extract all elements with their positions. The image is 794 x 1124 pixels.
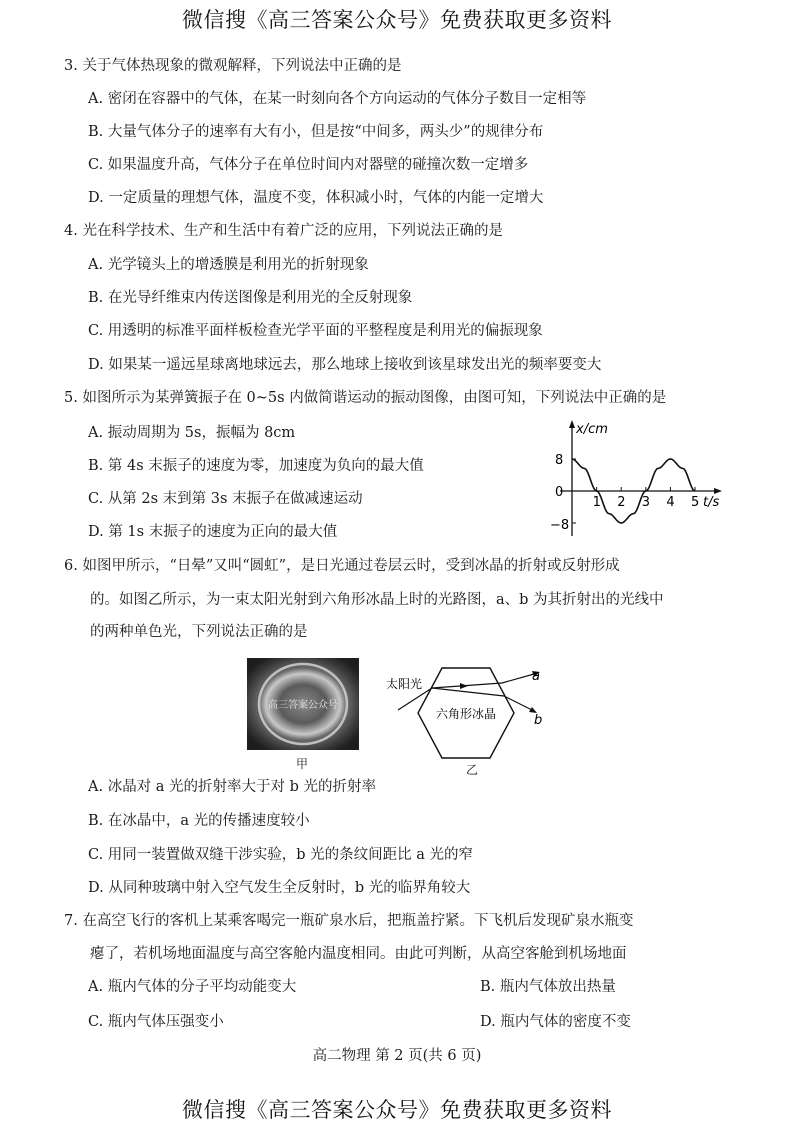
x-tick-label-2: 2 xyxy=(617,495,626,510)
question-5-option-d: D. 第 1s 末振子的速度为正向的最大值 xyxy=(88,524,338,540)
y-axis-arrow-icon xyxy=(569,420,575,428)
x-axis-label: t/s xyxy=(703,495,720,510)
question-7-option-a: A. 瓶内气体的分子平均动能变大 xyxy=(88,979,297,995)
y-tick-bottom: −8 xyxy=(550,518,570,533)
figure-yi-caption: 乙 xyxy=(466,763,479,777)
x-tick-label-1: 1 xyxy=(592,495,601,510)
question-4-option-a: A. 光学镜头上的增透膜是利用光的折射现象 xyxy=(88,257,369,273)
x-tick-label-3: 3 xyxy=(641,495,651,510)
y-axis-label: x/cm xyxy=(576,422,608,437)
ray-b-label: b xyxy=(534,713,543,728)
question-4-option-c: C. 用透明的标准平面样板检查光学平面的平整程度是利用光的偏振现象 xyxy=(88,323,543,339)
question-6-stem-line-2: 的。如图乙所示，为一束太阳光射到六角形冰晶上时的光路图，a、b 为其折射出的光线中 xyxy=(90,592,664,608)
question-3-option-a: A. 密闭在容器中的气体，在某一时刻向各个方向运动的气体分子数目一定相等 xyxy=(88,91,587,107)
question-7-option-b: B. 瓶内气体放出热量 xyxy=(480,979,616,995)
page-footer: 高二物理 第 2 页(共 6 页) xyxy=(312,1048,482,1064)
question-6-stem-line-3: 的两种单色光，下列说法正确的是 xyxy=(90,624,308,640)
ray-a-label: a xyxy=(532,669,540,684)
question-3-option-d: D. 一定质量的理想气体，温度不变，体积减小时，气体的内能一定增大 xyxy=(88,190,544,206)
question-5-option-b: B. 第 4s 末振子的速度为零，加速度为负向的最大值 xyxy=(88,458,424,474)
sun-label: 太阳光 xyxy=(386,677,423,691)
question-6-option-b: B. 在冰晶中，a 光的传播速度较小 xyxy=(88,813,310,829)
x-axis-arrow-icon xyxy=(714,488,722,494)
question-4-option-b: B. 在光导纤维束内传送图像是利用光的全反射现象 xyxy=(88,290,413,306)
crystal-label: 六角形冰晶 xyxy=(435,707,497,721)
refracted-ray-b-inside xyxy=(432,688,504,696)
question-6-option-c: C. 用同一装置做双缝干涉实验，b 光的条纹间距比 a 光的窄 xyxy=(88,847,474,863)
banner-bottom: 微信搜《高三答案公众号》免费获取更多资料 xyxy=(182,1098,612,1122)
incident-ray xyxy=(398,688,432,710)
question-7-option-c: C. 瓶内气体压强变小 xyxy=(88,1014,224,1030)
question-7-stem-line-2: 瘪了，若机场地面温度与高空客舱内温度相同。由此可判断，从高空客舱到机场地面 xyxy=(90,946,627,962)
question-6-option-a: A. 冰晶对 a 光的折射率大于对 b 光的折射率 xyxy=(88,779,377,795)
question-3-option-b: B. 大量气体分子的速率有大有小，但是按“中间多，两头少”的规律分布 xyxy=(88,124,544,140)
question-6-stem-line-1: 6. 如图甲所示，“日晕”又叫“圆虹”，是日光通过卷层云时，受到冰晶的折射或反射形成 xyxy=(64,558,620,574)
refracted-ray-a-inside xyxy=(432,683,502,688)
question-3-stem: 3. 关于气体热现象的微观解释，下列说法中正确的是 xyxy=(64,58,402,74)
ray-arrow-icon xyxy=(460,683,468,689)
question-4-option-d: D. 如果某一遥远星球离地球远去，那么地球上接收到该星球发出光的频率要变大 xyxy=(88,357,602,373)
question-7-option-d: D. 瓶内气体的密度不变 xyxy=(480,1014,631,1030)
vibration-graph xyxy=(540,418,730,543)
question-5-stem: 5. 如图所示为某弹簧振子在 0~5s 内做简谐运动的振动图像，由图可知，下列说法中正确的是 xyxy=(64,390,667,406)
question-3-option-c: C. 如果温度升高，气体分子在单位时间内对器壁的碰撞次数一定增多 xyxy=(88,157,529,173)
figure-jia-caption: 甲 xyxy=(296,757,309,771)
halo-watermark: 高三答案公众号 xyxy=(268,700,338,711)
y-tick-zero: 0 xyxy=(555,485,564,500)
question-4-stem: 4. 光在科学技术、生产和生活中有着广泛的应用，下列说法正确的是 xyxy=(64,223,503,239)
x-tick-label-5: 5 xyxy=(691,495,700,510)
halo-photo xyxy=(247,658,359,750)
y-tick-top: 8 xyxy=(555,453,564,468)
question-5-option-c: C. 从第 2s 末到第 3s 末振子在做减速运动 xyxy=(88,491,363,507)
question-5-option-a: A. 振动周期为 5s，振幅为 8cm xyxy=(88,425,296,441)
question-7-stem-line-1: 7. 在高空飞行的客机上某乘客喝完一瓶矿泉水后，把瓶盖拧紧。下飞机后发现矿泉水瓶变 xyxy=(64,913,634,929)
exit-ray-a xyxy=(502,674,534,683)
question-6-option-d: D. 从同种玻璃中射入空气发生全反射时，b 光的临界角较大 xyxy=(88,880,471,896)
banner-top: 微信搜《高三答案公众号》免费获取更多资料 xyxy=(182,8,612,32)
x-tick-label-4: 4 xyxy=(666,495,675,510)
